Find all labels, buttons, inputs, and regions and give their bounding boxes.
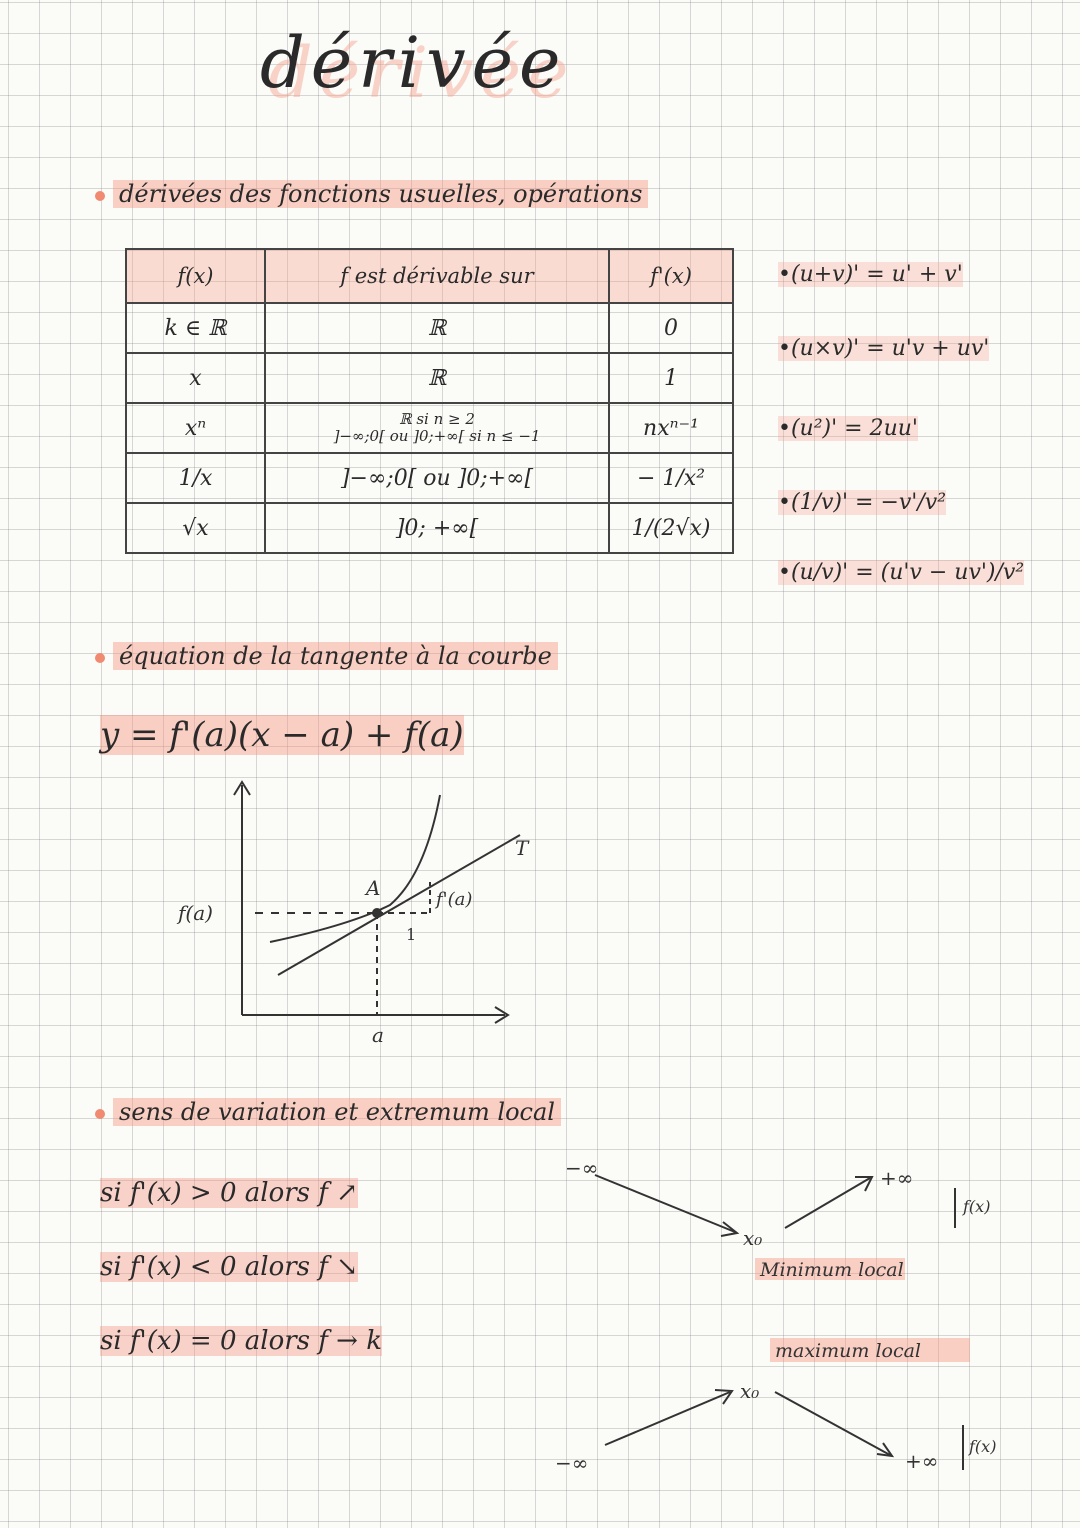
curve — [270, 795, 440, 942]
cell-f: x — [126, 353, 265, 403]
cell-derivative: 1 — [609, 353, 733, 403]
increasing-arrow — [605, 1392, 730, 1445]
label-fa: f(a) — [178, 901, 213, 925]
cell-derivative: nxⁿ⁻¹ — [609, 403, 733, 453]
cell-f: 1/x — [126, 453, 265, 503]
minus-infinity: −∞ — [555, 1451, 589, 1475]
cell-f: xⁿ — [126, 403, 265, 453]
label-a: a — [372, 1023, 384, 1047]
minimum-local-label: Minimum local — [760, 1259, 904, 1281]
label-slope: f'(a) — [436, 889, 473, 910]
minus-infinity: −∞ — [565, 1156, 599, 1180]
x0-label: x₀ — [743, 1226, 763, 1250]
label-T: T — [515, 836, 529, 860]
table-row — [126, 453, 733, 503]
fx-label: f(x) — [969, 1437, 997, 1456]
cell-derivative: 0 — [609, 303, 733, 353]
tangent-diagram — [160, 770, 540, 1060]
cell-domain: ℝ — [265, 303, 609, 353]
cell-f: √x — [126, 503, 265, 553]
condition-zero: si f'(x) = 0 alors f → k — [100, 1326, 382, 1356]
table-row — [126, 353, 733, 403]
fx-label: f(x) — [963, 1197, 991, 1216]
cell-f: k ∈ ℝ — [126, 303, 265, 353]
increasing-arrow — [785, 1178, 870, 1228]
bullet-icon — [95, 191, 105, 201]
bullet-icon — [95, 653, 105, 663]
derivatives-table — [125, 248, 734, 554]
cell-derivative: − 1/x² — [609, 453, 733, 503]
minimum-diagram — [555, 1150, 1025, 1290]
table-row — [126, 503, 733, 553]
cell-derivative: 1/(2√x) — [609, 503, 733, 553]
section-tangent-heading: équation de la tangente à la courbe — [95, 642, 558, 670]
label-point: A — [366, 876, 381, 900]
plus-infinity: +∞ — [880, 1166, 914, 1190]
header-fx: f(x) — [126, 249, 265, 303]
rule-inverse: •(1/v)' = −v'/v² — [778, 490, 947, 515]
rule-sum: •(u+v)' = u' + v' — [778, 262, 963, 287]
table-row — [126, 403, 733, 453]
rule-square: •(u²)' = 2uu' — [778, 416, 918, 441]
section-variation-heading: sens de variation et extremum local — [95, 1098, 561, 1126]
cell-domain: ℝ — [265, 353, 609, 403]
decreasing-arrow — [595, 1175, 735, 1232]
condition-positive: si f'(x) > 0 alors f ↗ — [100, 1178, 358, 1208]
table-row — [126, 303, 733, 353]
maximum-diagram — [545, 1330, 1025, 1480]
rule-quotient: •(u/v)' = (u'v − uv')/v² — [778, 560, 1025, 585]
maximum-local-label: maximum local — [775, 1340, 922, 1362]
cell-domain: ]−∞;0[ ou ]0;+∞[ — [265, 453, 609, 503]
condition-negative: si f'(x) < 0 alors f ↘ — [100, 1252, 358, 1282]
domain-line-2: ]−∞;0[ ou ]0;+∞[ si n ≤ −1 — [333, 427, 541, 445]
tangent-line — [278, 835, 520, 975]
page-title: dérivée — [260, 22, 567, 104]
bullet-icon — [95, 1109, 105, 1119]
cell-domain: ]0; +∞[ — [265, 503, 609, 553]
cell-domain — [265, 403, 609, 453]
plus-infinity: +∞ — [905, 1449, 939, 1473]
tangent-equation: y = f'(a)(x − a) + f(a) — [100, 715, 464, 755]
rule-product: •(u×v)' = u'v + uv' — [778, 336, 990, 361]
domain-line-1: ℝ si n ≥ 2 — [399, 410, 475, 428]
label-one: 1 — [406, 925, 417, 944]
header-derivative: f'(x) — [609, 249, 733, 303]
point-a — [372, 908, 382, 918]
decreasing-arrow — [775, 1392, 890, 1455]
table-header-row — [126, 249, 733, 303]
header-domain: f est dérivable sur — [265, 249, 609, 303]
x0-label: x₀ — [740, 1379, 760, 1403]
section-usual-heading: dérivées des fonctions usuelles, opérations — [95, 180, 648, 208]
